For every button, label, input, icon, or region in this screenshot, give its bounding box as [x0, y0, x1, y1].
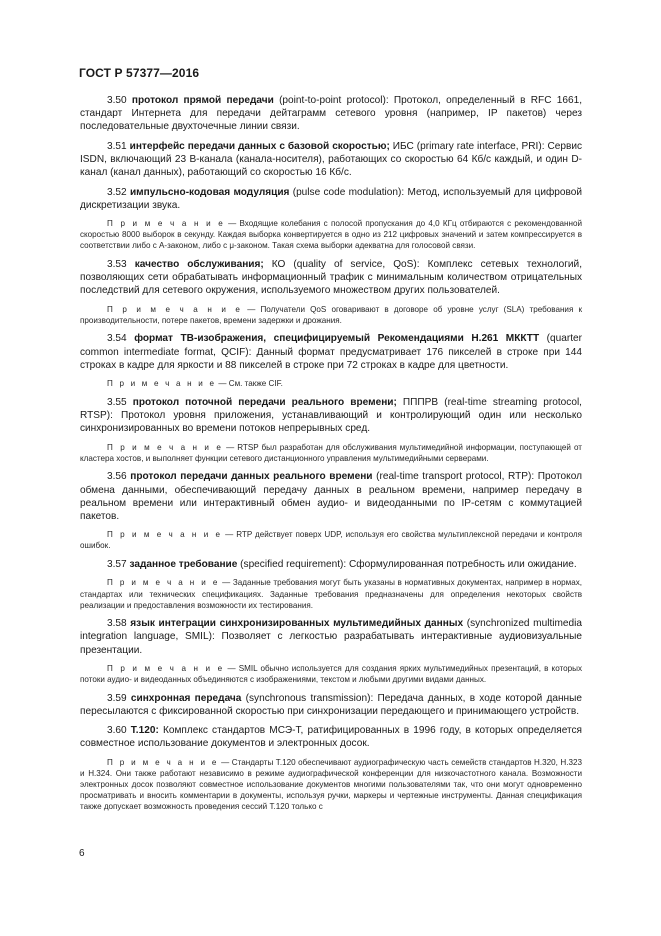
term-text: КО (quality of service, QoS): Комплекс сетевых технологий, позволяющих сети обрабатывать информационный трафик с минимальным количеством отрицательных последствий для сетевого окружения, используемого множеством других пользователей. — [80, 258, 582, 297]
term-definition — [80, 692, 582, 718]
note-label: П р и м е ч а н и е — [107, 219, 225, 229]
term-number: 3.54 — [107, 333, 127, 345]
note-text: — Стандарты Т.120 обеспечивают аудиографическую часть семейств стандартов Н.320, Н.323 и Н.324. Они также работают независимо в режиме аудиографической конференции для низкочастотного канала. Возможности электронных досок позволяют совместное использование документов многими пользователями так, что они могут одновременно просматривать и вносить комментарии в документы, используя ручки, маркеры и чертежные инструменты. Данная спецификация также допускает возможность проведения сессий Т.120 только с — [80, 757, 582, 812]
term-title: Т.120: — [130, 725, 159, 737]
note — [80, 442, 582, 464]
note — [80, 529, 582, 551]
note-text: — Получатели QoS оговаривают в договоре об уровне услуг (SLA) требования к производительности, потере пакетов, времени задержки и дрожания. — [80, 304, 583, 325]
note — [80, 378, 582, 389]
term-title: протокол поточной передачи реального времени; — [132, 396, 397, 408]
term-definition — [80, 258, 582, 298]
term-text: ИБС (primary rate interface, PRI): Сервис ISDN, включающий 23 B-канала (канала-носителя), работающих со скоростью 64 Кб/с каждый, и один D-канал (канал данных), работающий со скоростью 16 Кб/с. — [80, 140, 583, 179]
term-definition — [80, 396, 582, 436]
term-title: заданное требование — [129, 559, 238, 571]
term-text: (specified requirement): Сформулированная потребность или ожидание. — [237, 559, 577, 571]
note-text: — См. также CIF. — [216, 379, 283, 389]
term-number: 3.55 — [107, 396, 127, 408]
term-definition — [80, 186, 582, 212]
term-number: 3.58 — [107, 618, 127, 630]
term-text: (pulse code modulation): Метод, используемый для цифровой дискретизации звука. — [80, 186, 582, 211]
note-label: П р и м е ч а н и е — [107, 442, 224, 452]
term-title: интерфейс передачи данных с базовой скоростью; — [129, 140, 390, 152]
term-number: 3.60 — [107, 725, 127, 737]
term-text: (synchronized multimedia integration language, SMIL): Позволяет с легкостью разрабатывать интерактивные аудиовизуальные презентации. — [80, 618, 582, 656]
document-header: ГОСТ Р 57377—2016 — [79, 66, 200, 80]
note-text: — RTSP был разработан для обслуживания мультимедийной информации, поступающей от кластера хостов, и выполняет функции сетевого дистанционного управления мультимедийными серверами. — [80, 442, 582, 463]
term-text: Комплекс стандартов МСЭ-Т, ратифицированных в 1996 году, в которых определяется совместное использование документов и электронных досок. — [80, 725, 582, 750]
term-text: (real-time transport protocol, RTP): Протокол обмена данными, обеспечивающий передачу данных в реальном времени, например передачу в реальном времени или интерактивный обмен аудио- и видеоданными по IP-сетям с коммутацией пакетов. — [80, 471, 582, 522]
note-label: П р и м е ч а н и е — [107, 663, 225, 673]
term-definition — [80, 470, 582, 523]
note-text: — Входящие колебания с полосой пропускания до 4,0 КГц отбираются с рекомендованной скоростью 8000 выборок в секунду. Каждая выборка конвертируется в одно из 212 цифровых значений и затем компрессируется в соответствии либо с А-законом, либо с μ-законом. Такая схема выборки адекватна для голосовой связи. — [80, 219, 583, 251]
note-label: П р и м е ч а н и е — [107, 379, 217, 389]
term-title: синхронная передача — [130, 692, 242, 704]
term-definition — [80, 558, 582, 571]
page-number: 6 — [79, 848, 85, 859]
term-definition — [80, 332, 582, 372]
term-text: (point-to-point protocol): Протокол, определенный в RFC 1661, стандарт Интернета для передачи дейтаграмм сетевого уровня (например, IP пакетов) через последовательные двухточечные линии связи. — [80, 95, 582, 133]
term-title: протокол передачи данных реального времени — [130, 471, 373, 483]
document-body — [80, 94, 582, 819]
term-number: 3.50 — [107, 95, 127, 106]
term-definition — [80, 94, 582, 134]
term-definition — [80, 617, 582, 657]
term-text: (synchronous transmission): Передача данных, в ходе которой данные пересылаются с фиксированной скоростью при синхронизации передающего и принимающего устройств. — [80, 692, 582, 717]
note-label: П р и м е ч а н и е — [107, 304, 243, 314]
term-number: 3.59 — [107, 692, 127, 704]
note-label: П р и м е ч а н и е — [107, 578, 220, 588]
note — [80, 304, 582, 326]
term-number: 3.57 — [107, 559, 127, 571]
note — [80, 757, 582, 812]
term-number: 3.51 — [107, 140, 127, 152]
term-title: протокол прямой передачи — [131, 95, 274, 106]
term-definition — [80, 140, 582, 180]
note-text: — RTP действует поверх UDP, используя его свойства мультиплексной передачи и контроля ошибок. — [80, 530, 582, 551]
note-text: — Заданные требования могут быть указаны в нормативных документах, например в нормах, стандартах или технических спецификациях. Заданные требования предназначены для определения некоторых свойств реализации и предоставления возможности их тестирования. — [80, 578, 582, 610]
term-title: язык интеграции синхронизированных мультимедийных данных — [130, 618, 464, 630]
term-number: 3.56 — [107, 471, 127, 483]
term-title: качество обслуживания; — [134, 258, 264, 270]
term-number: 3.53 — [107, 258, 127, 270]
term-text: ПППРВ (real-time streaming protocol, RTSP): Протокол уровня приложения, устанавливающий и контролирующий один или несколько синхронизированных во времени потоков непрерывных сред. — [80, 396, 582, 435]
note — [80, 577, 582, 610]
term-definition — [80, 724, 582, 750]
term-title: формат ТВ-изображения, специфицируемый Рекомендациями Н.261 МККТТ — [134, 333, 540, 345]
term-title: импульсно-кодовая модуляция — [129, 186, 290, 198]
note-label: П р и м е ч а н и е — [107, 757, 219, 767]
note-text: — SMIL обычно используется для создания ярких мультимедийных презентаций, в которых потоки аудио- и видеоданных объединяются с изображениями, текстом и любыми другими видами данных. — [80, 663, 582, 685]
term-number: 3.52 — [107, 186, 127, 198]
note — [80, 663, 582, 685]
note — [80, 218, 582, 251]
note-label: П р и м е ч а н и е — [107, 530, 223, 540]
term-text: (quarter common intermediate format, QCIF): Данный формат предусматривает 176 пикселей в строке при 144 строках в кадре для яркости и 88 пикселей в строке при 72 строках в кадре для цветности. — [80, 333, 582, 371]
